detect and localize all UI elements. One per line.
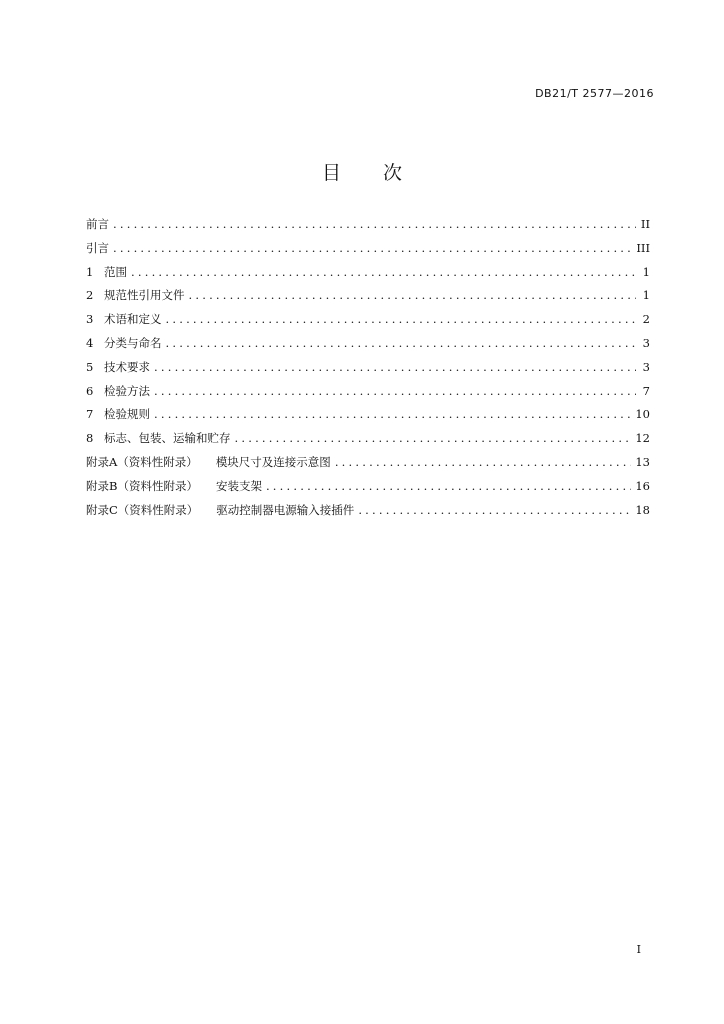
toc-leader-dots — [113, 217, 636, 231]
toc-section-number: 4 — [86, 335, 94, 350]
toc-title: 目 次 — [321, 162, 421, 184]
toc-entry-appendix-b[interactable] — [86, 478, 650, 502]
toc-section-number: 1 — [86, 264, 94, 279]
toc-page-number: 13 — [635, 454, 650, 469]
toc-label: 规范性引用文件 — [104, 288, 185, 303]
toc-page-number: 1 — [642, 288, 650, 303]
toc-page-number: 7 — [642, 383, 650, 398]
toc-entry-5[interactable] — [86, 359, 650, 383]
toc-entry-foreword[interactable] — [86, 216, 650, 240]
toc-leader-dots — [266, 479, 631, 493]
toc-label: 范围 — [104, 264, 127, 279]
toc-page-number: 3 — [642, 359, 650, 374]
toc-entry-appendix-c[interactable] — [86, 502, 650, 526]
toc-entry-4[interactable] — [86, 335, 650, 359]
toc-label: 检验规则 — [104, 407, 150, 422]
toc-page-number: 10 — [635, 407, 650, 422]
toc-leader-dots — [358, 503, 631, 517]
toc-section-number: 3 — [86, 312, 94, 327]
toc-entry-1[interactable] — [86, 264, 650, 288]
toc-page-number: 2 — [642, 312, 650, 327]
toc-label: 术语和定义 — [104, 312, 162, 327]
toc-appendix-title: 驱动控制器电源输入接插件 — [216, 502, 355, 517]
toc-entry-introduction[interactable] — [86, 240, 650, 264]
toc-page-number: 12 — [635, 431, 650, 446]
toc-entry-2[interactable] — [86, 287, 650, 311]
toc-page-number: 16 — [635, 478, 650, 493]
toc-entry-6[interactable] — [86, 383, 650, 407]
toc-label: 附录B（资料性附录） — [86, 478, 198, 493]
toc-section-number: 8 — [86, 431, 94, 446]
toc-label: 附录A（资料性附录） — [86, 454, 198, 469]
toc-appendix-title: 模块尺寸及连接示意图 — [215, 454, 331, 469]
toc-leader-dots — [113, 241, 632, 255]
toc-entry-appendix-a[interactable] — [86, 454, 650, 478]
toc-page-number: II — [640, 217, 650, 231]
toc-leader-dots — [235, 431, 632, 445]
toc-entry-3[interactable] — [86, 311, 650, 335]
page-number: I — [636, 943, 641, 956]
toc-appendix-title: 安装支架 — [215, 478, 262, 493]
toc-section-number: 5 — [86, 359, 94, 374]
toc-leader-dots — [154, 360, 636, 374]
toc-page-number: III — [636, 240, 650, 255]
toc-leader-dots — [166, 336, 637, 350]
toc-label: 引言 — [86, 240, 109, 255]
table-of-contents — [86, 216, 650, 525]
toc-label: 附录C（资料性附录） — [86, 502, 199, 517]
toc-page-number: 3 — [642, 335, 650, 350]
document-code: DB21/T 2577—2016 — [535, 87, 654, 100]
toc-leader-dots — [335, 455, 632, 469]
toc-leader-dots — [154, 407, 631, 421]
toc-section-number: 7 — [86, 407, 94, 422]
toc-leader-dots — [189, 288, 637, 302]
toc-entry-7[interactable] — [86, 406, 650, 430]
toc-leader-dots — [131, 265, 636, 279]
toc-label: 技术要求 — [104, 359, 150, 374]
toc-label: 标志、包装、运输和贮存 — [104, 431, 231, 446]
toc-label: 分类与命名 — [104, 335, 162, 350]
toc-section-number: 2 — [86, 288, 94, 303]
toc-section-number: 6 — [86, 383, 94, 398]
toc-entry-8[interactable] — [86, 430, 650, 454]
toc-leader-dots — [166, 312, 637, 326]
toc-page-number: 1 — [642, 264, 650, 279]
toc-page-number: 18 — [635, 502, 650, 517]
toc-leader-dots — [154, 384, 636, 398]
toc-label: 前言 — [86, 217, 109, 231]
toc-label: 检验方法 — [104, 383, 150, 398]
